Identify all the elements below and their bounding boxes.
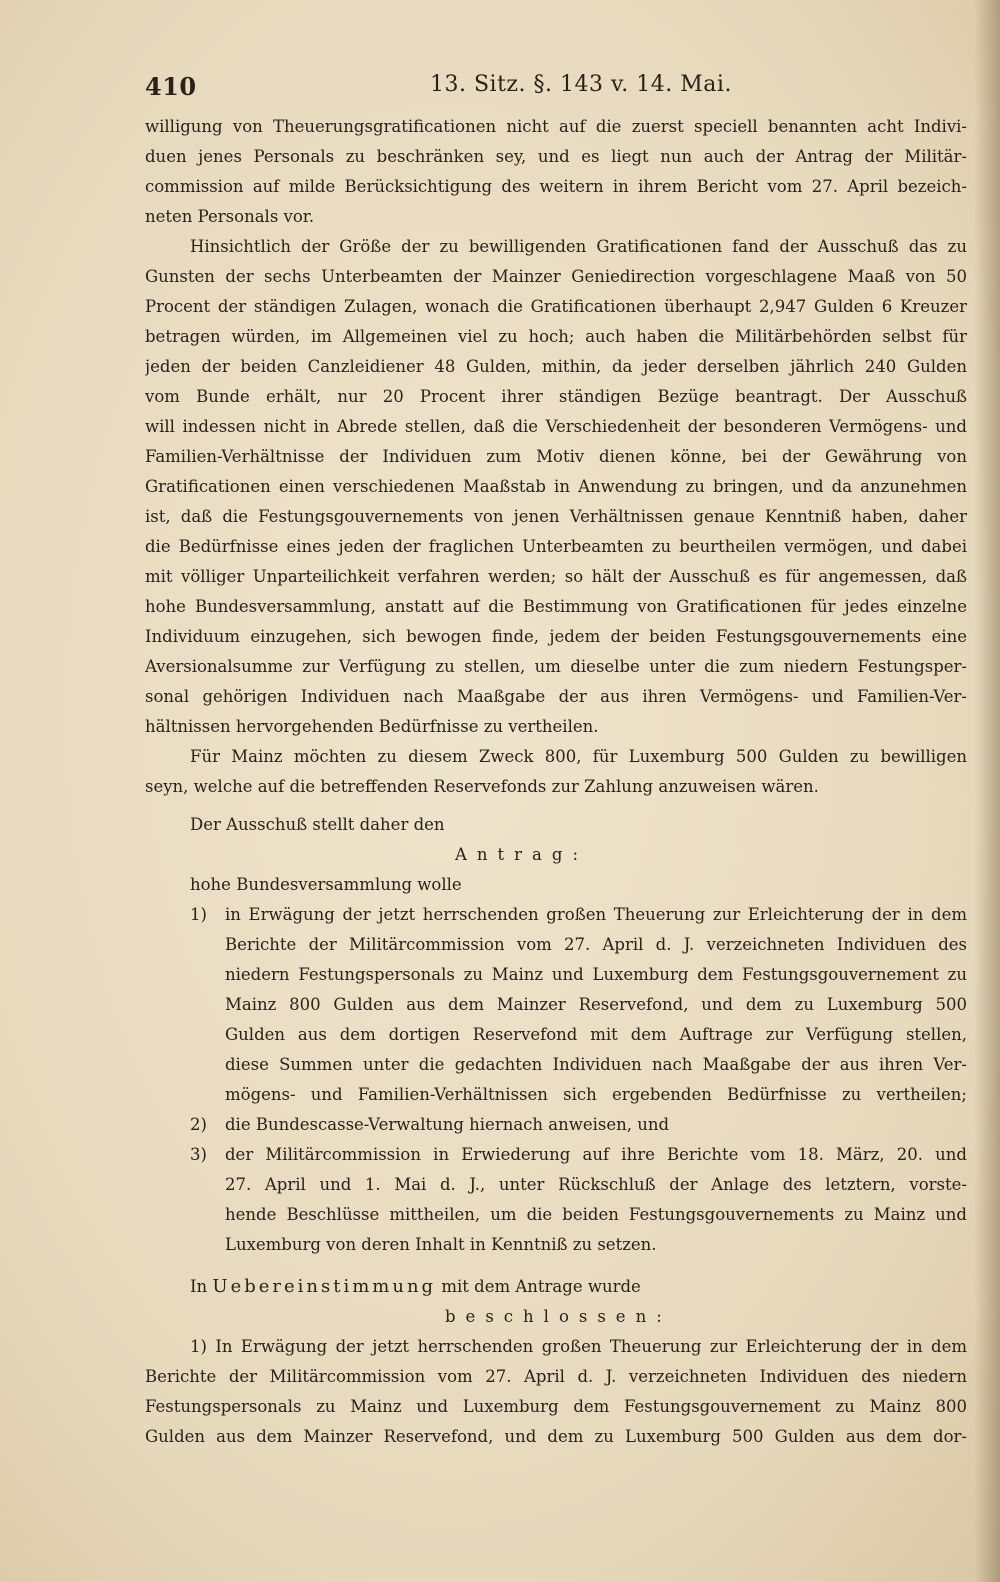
resolution-intro-spaced: Uebereinstimmung <box>212 1276 437 1297</box>
text-line: hältnissen hervorgehenden Bedürfnisse zu vertheilen. <box>145 717 599 736</box>
text-line: Gulden aus dem Mainzer Reservefond, und dem zu Luxemburg 500 Gulden aus dem dor- <box>145 1427 967 1446</box>
text-line: ist, daß die Festungsgouvernements von jenen Verhältnissen genaue Kenntniß haben, daher <box>145 507 967 526</box>
text-line: Festungspersonals zu Mainz und Luxemburg dem Festungsgouvernement zu Mainz 800 <box>145 1397 967 1416</box>
page-edge-shadow <box>974 0 1000 1582</box>
text-line: Für Mainz möchten zu diesem Zweck 800, für Luxemburg 500 Gulden zu bewilligen <box>190 747 967 766</box>
text-line: sonal gehörigen Individuen nach Maaßgabe der aus ihren Vermögens- und Familien-Ver- <box>145 687 967 706</box>
resolution-section <box>145 1272 967 1452</box>
text-line: Aversionalsumme zur Verfügung zu stellen, um dieselbe unter die zum niedern Festungsper- <box>145 657 967 676</box>
text-line: Procent der ständigen Zulagen, wonach die Gratificationen überhaupt 2,947 Gulden 6 Kreuzer <box>145 297 967 316</box>
text-line: niedern Festungspersonals zu Mainz und Luxemburg dem Festungsgouvernement zu <box>225 965 967 984</box>
proposal-lead: hohe Bundesversammlung wolle <box>190 875 462 894</box>
page-header <box>145 68 745 104</box>
text-line <box>145 1110 967 1140</box>
paragraph-2 <box>145 232 967 742</box>
text-line: will indessen nicht in Abrede stellen, daß die Verschiedenheit der besonderen Vermögens- und <box>145 417 967 436</box>
text-line: Individuum einzugehen, sich bewogen finde, jedem der beiden Festungsgouvernements eine <box>145 627 967 646</box>
resolution-intro-suffix: mit dem Antrage wurde <box>441 1277 641 1296</box>
text-line: Gunsten der sechs Unterbeamten der Mainzer Geniedirection vorgeschlagene Maaß von 50 <box>145 267 967 286</box>
item-number: 1) <box>190 905 207 924</box>
paragraph-1 <box>145 112 967 232</box>
text-line: Gulden aus dem dortigen Reservefond mit dem Auftrage zur Verfügung stellen, <box>225 1025 967 1044</box>
text-line: seyn, welche auf die betreffenden Reservefonds zur Zahlung anzuweisen wären. <box>145 777 819 796</box>
page-number: 410 <box>145 72 197 101</box>
proposal-heading: Antrag: <box>455 845 589 864</box>
text-line: die Bedürfnisse eines jeden der fraglichen Unterbeamten zu beurtheilen vermögen, und dabei <box>145 537 967 556</box>
text-line: vom Bunde erhält, nur 20 Procent ihrer ständigen Bezüge beantragt. Der Ausschuß <box>145 387 967 406</box>
proposal-intro: Der Ausschuß stellt daher den <box>190 815 445 834</box>
item-number: 3) <box>190 1145 207 1164</box>
text-line: mögens- und Familien-Verhältnissen sich ergebenden Bedürfnisse zu vertheilen; <box>225 1085 967 1104</box>
text-line: Gratificationen einen verschiedenen Maaßstab in Anwendung zu bringen, und da anzunehmen <box>145 477 967 496</box>
resolution-intro <box>145 1272 967 1302</box>
text-line: hohe Bundesversammlung, anstatt auf die Bestimmung von Gratificationen für jedes einzelne <box>145 597 967 616</box>
item-text: der Militärcommission in Erwiederung auf ihre Berichte vom 18. März, 20. und <box>225 1145 967 1164</box>
proposal-item-3 <box>145 1140 967 1260</box>
text-line: jeden der beiden Canzleidiener 48 Gulden, mithin, da jeder derselben jährlich 240 Gulden <box>145 357 967 376</box>
text-line: neten Personals vor. <box>145 207 315 226</box>
item-number: 2) <box>190 1115 207 1134</box>
text-line: 1) In Erwägung der jetzt herrschenden großen Theuerung zur Erleichterung der in dem <box>190 1337 967 1356</box>
text-line: betragen würden, im Allgemeinen viel zu hoch; auch haben die Militärbehörden selbst für <box>145 327 967 346</box>
item-text: in Erwägung der jetzt herrschenden großen Theuerung zur Erleichterung der in dem <box>225 905 967 924</box>
text-line: commission auf milde Berücksichtigung des weitern in ihrem Bericht vom 27. April bezeich- <box>145 177 967 196</box>
text-line: Mainz 800 Gulden aus dem Mainzer Reservefond, und dem zu Luxemburg 500 <box>225 995 967 1014</box>
text-line: Berichte der Militärcommission vom 27. April d. J. verzeichneten Individuen des niedern <box>145 1367 967 1386</box>
item-text: die Bundescasse-Verwaltung hiernach anweisen, und <box>225 1115 670 1134</box>
body-text <box>145 112 967 1452</box>
text-line: hende Beschlüsse mittheilen, um die beiden Festungsgouvernements zu Mainz und <box>225 1205 967 1224</box>
proposal-section <box>145 810 967 1260</box>
proposal-item-1 <box>145 900 967 1110</box>
running-head: 13. Sitz. §. 143 v. 14. Mai. <box>430 72 732 97</box>
text-line: Hinsichtlich der Größe der zu bewilligenden Gratificationen fand der Ausschuß das zu <box>190 237 967 256</box>
text-line: willigung von Theuerungsgratificationen nicht auf die zuerst speciell benannten acht Indivi- <box>145 117 967 136</box>
paragraph-3 <box>145 742 967 802</box>
proposal-item-2 <box>145 1110 967 1140</box>
text-line <box>145 900 967 930</box>
text-line: Familien-Verhältnisse der Individuen zum Motiv dienen könne, bei der Gewährung von <box>145 447 967 466</box>
text-line: 27. April und 1. Mai d. J., unter Rückschluß der Anlage des letztern, vorste- <box>225 1175 967 1194</box>
text-line <box>145 1140 967 1170</box>
resolution-heading: beschlossen: <box>445 1307 672 1326</box>
text-line: mit völliger Unparteilichkeit verfahren werden; so hält der Ausschuß es für angemessen, daß <box>145 567 967 586</box>
text-line: diese Summen unter die gedachten Individuen nach Maaßgabe der aus ihren Ver- <box>225 1055 967 1074</box>
text-line: Berichte der Militärcommission vom 27. April d. J. verzeichneten Individuen des <box>225 935 967 954</box>
text-line: Luxemburg von deren Inhalt in Kenntniß zu setzen. <box>225 1235 657 1254</box>
text-line: duen jenes Personals zu beschränken sey, und es liegt nun auch der Antrag der Militär- <box>145 147 967 166</box>
resolution-intro-prefix: In <box>190 1277 208 1296</box>
